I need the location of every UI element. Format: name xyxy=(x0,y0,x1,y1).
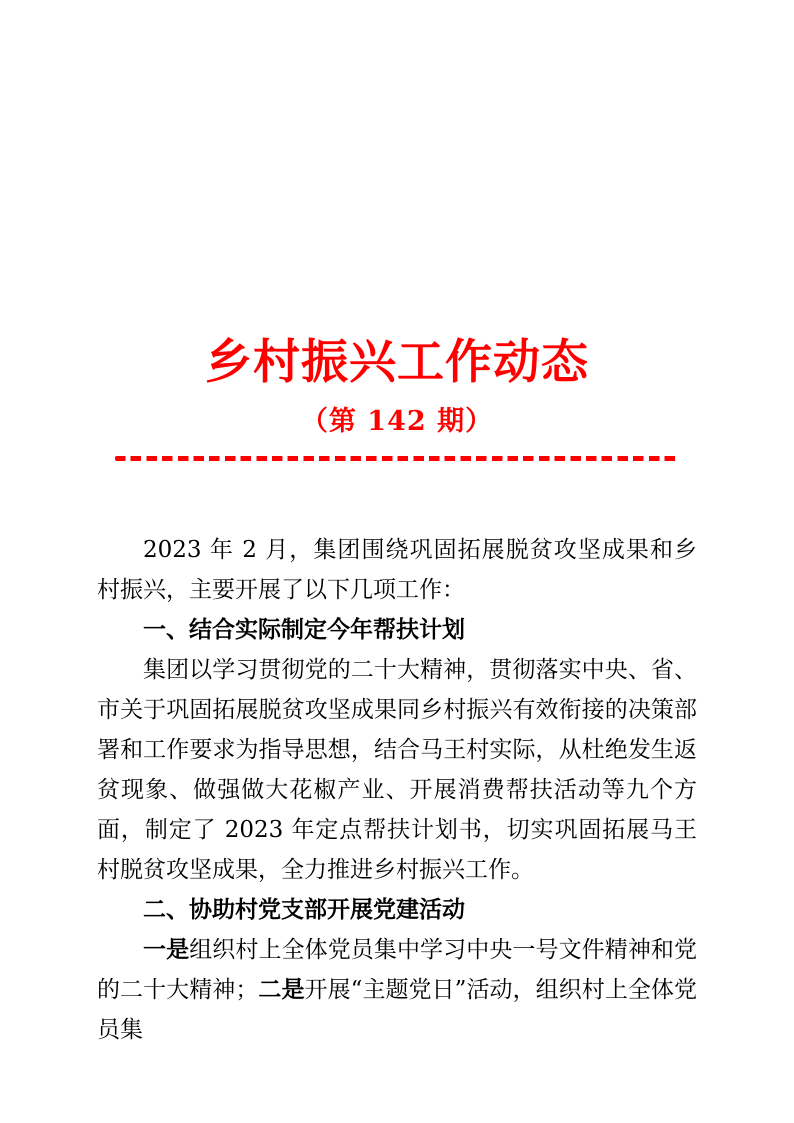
red-dashed-divider xyxy=(115,456,680,461)
bold-run-yishi: 一是 xyxy=(143,936,190,963)
issue-number: （第 142 期） xyxy=(300,406,494,438)
section-2-text-2: 开展“主题党日”活动，组织村上全体党员集 xyxy=(97,977,697,1043)
page-title: 乡村振兴工作动态 xyxy=(205,335,589,390)
section-1-paragraph: 集团以学习贯彻党的二十大精神，贯彻落实中央、省、市关于巩固拓展脱贫攻坚成果同乡村振兴有效衔接的决策部署和工作要求为指导思想，结合马王村实际，从杜绝发生返贫现象、做强做大花椒产业、开展消费帮扶活动等九个方面，制定了 2023 年定点帮扶计划书，切实巩固拓展马王村脱贫攻坚成果，全力推进乡村振兴工作。 xyxy=(97,657,697,883)
section-2-paragraph xyxy=(97,930,697,1050)
intro-paragraph: 2023 年 2 月，集团围绕巩固拓展脱贫攻坚成果和乡村振兴，主要开展了以下几项工作： xyxy=(97,537,697,603)
section-2-text-1: 组织村上全体党员集中学习中央一号文件精神和党的二十大精神； xyxy=(97,937,698,1003)
bold-run-ershi: 二是 xyxy=(258,976,305,1003)
masthead xyxy=(0,336,794,438)
document-body xyxy=(97,530,697,1050)
section-heading-2: 二、协助村党支部开展党建活动 xyxy=(143,897,465,923)
section-heading-1: 一、结合实际制定今年帮扶计划 xyxy=(143,617,465,643)
